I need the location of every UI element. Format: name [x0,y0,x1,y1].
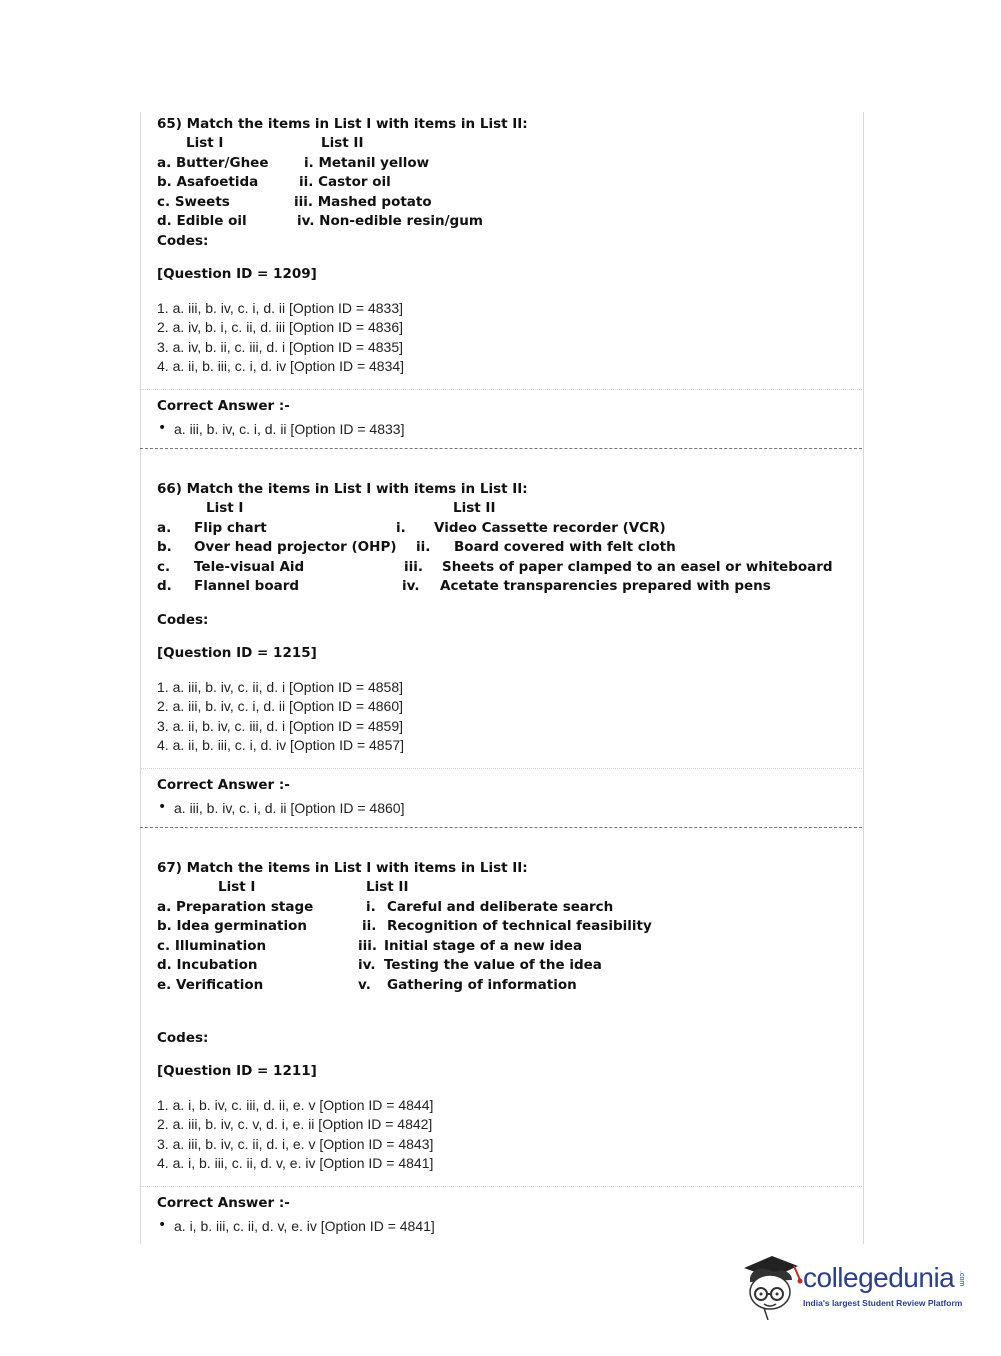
q66-list2-item: Sheets of paper clamped to an easel or whiteboard [442,559,833,575]
question-separator [140,827,862,828]
bullet: • [158,420,167,436]
q65-list1-header: List I [186,135,224,151]
q67-list2-header: List II [366,879,409,895]
q67-list1-item: b. Idea germination [157,918,308,934]
q66-list2-header: List II [453,500,496,516]
q67-list1-item: d. Incubation [157,957,258,973]
q65-option: 2. a. iv, b. i, c. ii, d. iii [Option ID = 4836] [157,319,404,335]
q67-list2-item: Recognition of technical feasibility [387,918,652,934]
q66-option: 1. a. iii, b. iv, c. ii, d. i [Option ID = 4858] [157,679,404,695]
q66-list1-key: c. [157,559,171,575]
q66-list1-key: b. [157,539,172,555]
bullet: • [158,1217,167,1233]
q66-correct-answer-label: Correct Answer :- [157,777,290,793]
q67-list2-key: v. [358,977,371,993]
q67-correct-answer: a. i, b. iii, c. ii, d. v, e. iv [Option ID = 4841] [174,1218,435,1234]
q67-list2-item: Initial stage of a new idea [384,938,583,954]
question-67-heading: 67) Match the items in List I with items in List II: [157,860,528,876]
collegedunia-logo-text: collegedunia [803,1262,955,1293]
q65-correct-answer: a. iii, b. iv, c. i, d. ii [Option ID = 4833] [174,421,405,437]
q67-codes-label: Codes: [157,1030,209,1046]
bullet: • [158,799,167,815]
q65-list1-item: c. Sweets [157,194,230,210]
q66-list2-key: i. [396,520,406,536]
q67-list2-key: iv. [358,957,376,973]
question-66-heading: 66) Match the items in List I with items in List II: [157,481,528,497]
q65-list1-item: b. Asafoetida [157,174,259,190]
q65-list1-item: d. Edible oil [157,213,247,229]
q65-option: 3. a. iv, b. ii, c. iii, d. i [Option ID = 4835] [157,339,404,355]
collegedunia-tagline: India's largest Student Review Platform [803,1298,963,1308]
q66-option: 4. a. ii, b. iii, c. i, d. iv [Option ID = 4857] [157,737,405,753]
divider [140,1186,862,1187]
q67-list1-item: c. Illumination [157,938,267,954]
q66-list2-item: Video Cassette recorder (VCR) [434,520,666,536]
q66-list1-item: Over head projector (OHP) [194,539,397,555]
q66-list2-key: ii. [416,539,431,555]
q67-option: 4. a. i, b. iii, c. ii, d. v, e. iv [Option ID = 4841] [157,1155,434,1171]
q66-correct-answer: a. iii, b. iv, c. i, d. ii [Option ID = 4860] [174,800,405,816]
q66-list2-item: Acetate transparencies prepared with pens [440,578,771,594]
q66-codes-label: Codes: [157,612,209,628]
question-65-heading: 65) Match the items in List I with items in List II: [157,116,528,132]
q65-option: 4. a. ii, b. iii, c. i, d. iv [Option ID = 4834] [157,358,405,374]
q66-option: 3. a. ii, b. iv, c. iii, d. i [Option ID = 4859] [157,718,404,734]
q65-question-id: [Question ID = 1209] [157,266,317,282]
q67-list2-key: iii. [358,938,378,954]
q65-list2-item: i. Metanil yellow [304,155,430,171]
question-separator [140,448,862,449]
q65-correct-answer-label: Correct Answer :- [157,398,290,414]
q65-list2-item: iii. Mashed potato [294,194,432,210]
q67-list1-item: a. Preparation stage [157,899,314,915]
q67-list2-key: ii. [362,918,377,934]
collegedunia-logo-dotcom: .com [958,1271,965,1287]
q66-list2-key: iv. [402,578,420,594]
q67-list2-item: Careful and deliberate search [387,899,614,915]
q67-list2-item: Gathering of information [387,977,577,993]
q65-list2-item: iv. Non-edible resin/gum [297,213,483,229]
q66-list2-item: Board covered with felt cloth [454,539,676,555]
q65-list2-header: List II [321,135,364,151]
q66-list1-item: Tele-visual Aid [194,559,305,575]
q67-list1-item: e. Verification [157,977,264,993]
q66-list1-header: List I [206,500,244,516]
q65-list1-item: a. Butter/Ghee [157,155,269,171]
divider [140,389,862,390]
q67-list1-header: List I [218,879,256,895]
divider [140,768,862,769]
q67-option: 2. a. iii, b. iv, c. v, d. i, e. ii [Option ID = 4842] [157,1116,433,1132]
q67-question-id: [Question ID = 1211] [157,1063,317,1079]
q66-question-id: [Question ID = 1215] [157,645,317,661]
q66-option: 2. a. iii, b. iv, c. i, d. ii [Option ID = 4860] [157,698,404,714]
q67-correct-answer-label: Correct Answer :- [157,1195,290,1211]
q65-codes-label: Codes: [157,233,209,249]
q66-list1-key: d. [157,578,172,594]
q66-list1-item: Flannel board [194,578,300,594]
q65-option: 1. a. iii, b. iv, c. i, d. ii [Option ID = 4833] [157,300,404,316]
q67-option: 1. a. i, b. iv, c. iii, d. ii, e. v [Option ID = 4844] [157,1097,434,1113]
q66-list2-key: iii. [404,559,424,575]
q66-list1-key: a. [157,520,172,536]
q67-option: 3. a. iii, b. iv, c. ii, d. i, e. v [Option ID = 4843] [157,1136,434,1152]
q67-list2-key: i. [366,899,376,915]
q66-list1-item: Flip chart [194,520,267,536]
q65-list2-item: ii. Castor oil [299,174,391,190]
q67-list2-item: Testing the value of the idea [384,957,602,973]
